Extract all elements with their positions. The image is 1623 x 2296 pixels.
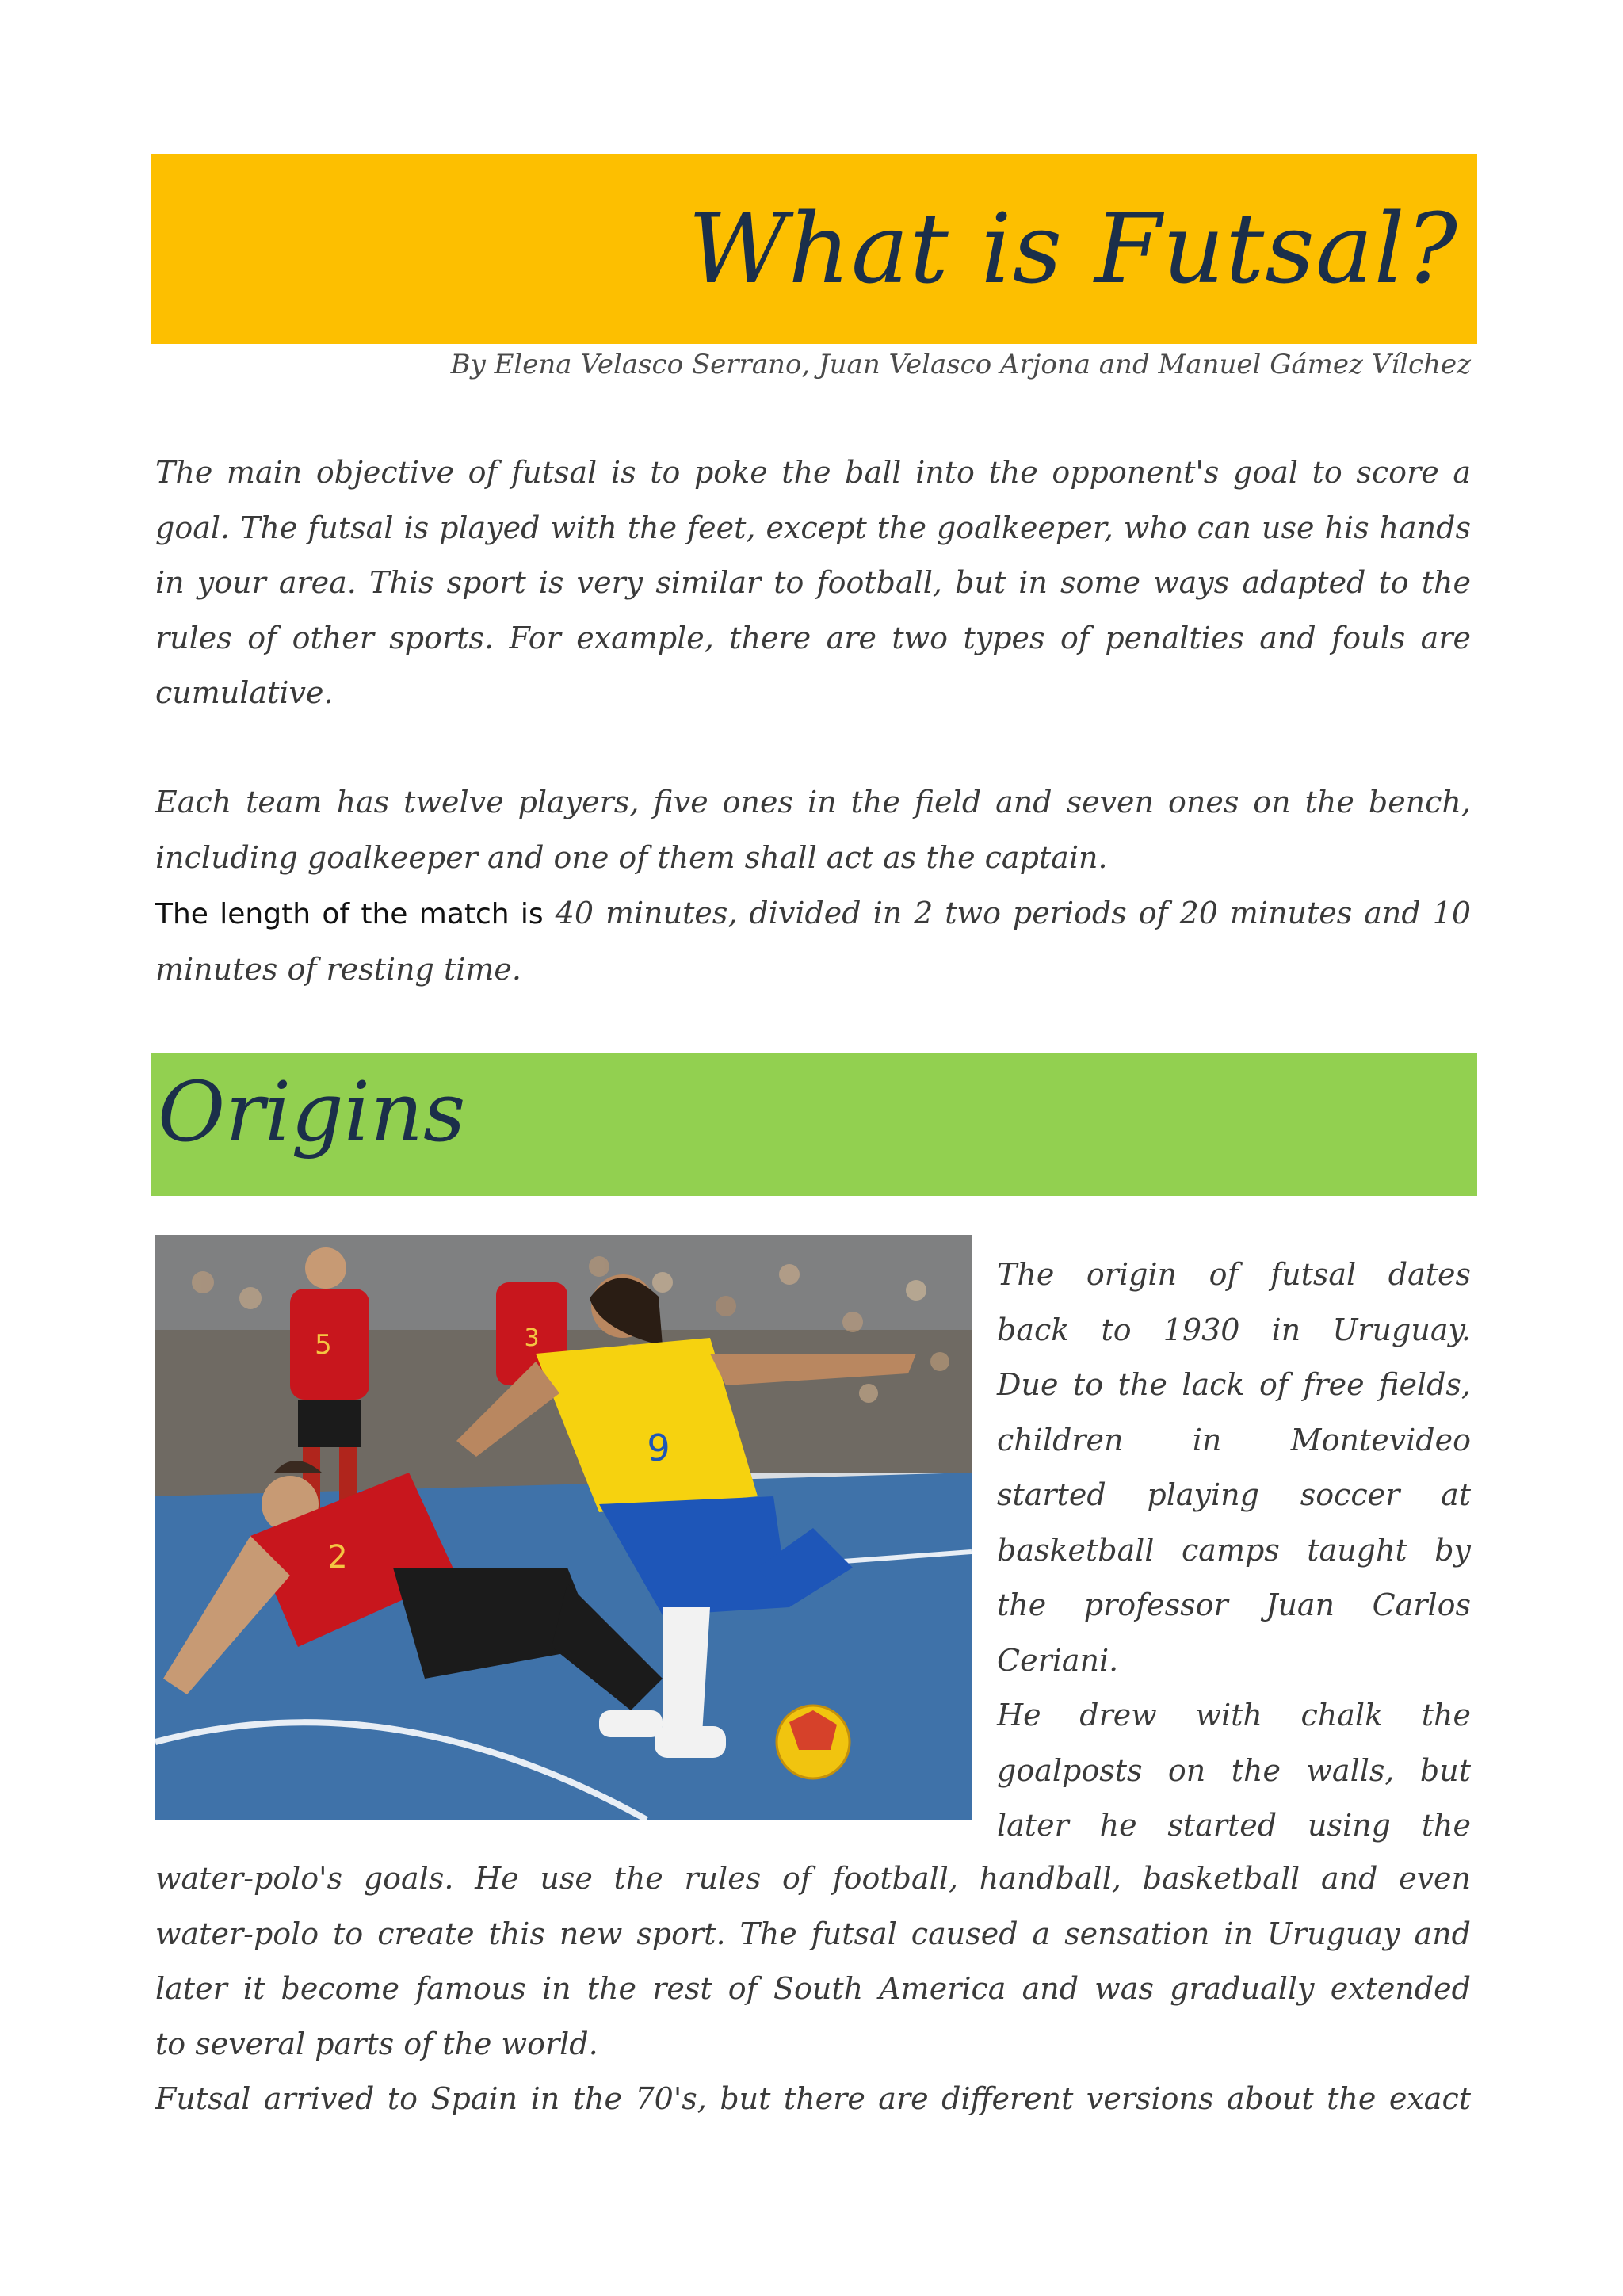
origins-side-line: basketball camps taught by — [997, 1532, 1471, 1568]
origins-side-text — [997, 1247, 1471, 1854]
photo-ball — [777, 1706, 850, 1778]
futsal-photo-illustration — [155, 1235, 972, 1820]
intro-paragraph-players: Each team has twelve players, five ones in the field and seven ones on the bench, including goalkeeper and one of them shall act as the captain. — [155, 785, 1471, 875]
origins-banner — [151, 1053, 1477, 1196]
origins-side-line: Due to the lack of free fields, — [997, 1367, 1471, 1402]
intro-paragraph-match-length — [155, 886, 1471, 997]
origins-continued-line: to several parts of the world. — [155, 2026, 598, 2061]
origins-heading: Origins — [158, 1064, 466, 1160]
origins-side-line: Ceriani. — [997, 1642, 1119, 1678]
photo-jersey-number-3: 3 — [524, 1324, 540, 1352]
origins-continued-line: water-polo to create this new sport. The futsal caused a sensation in Uruguay and — [155, 1916, 1471, 1951]
futsal-match-photo — [155, 1235, 972, 1820]
origins-continued-text — [155, 1851, 1471, 2127]
match-length-rest: 40 minutes, divided in 2 two periods of 20 minutes and 10 minutes of resting time. — [155, 896, 1472, 987]
origins-side-line: later he started using the — [997, 1808, 1471, 1843]
origins-side-line: started playing soccer at — [997, 1477, 1471, 1512]
photo-jersey-number-9: 9 — [647, 1427, 670, 1469]
origins-side-line: The origin of futsal dates — [997, 1257, 1471, 1292]
match-length-lead: The length of the match is — [155, 898, 544, 930]
origins-continued-line: later it become famous in the rest of South America and was gradually extended — [155, 1971, 1471, 2006]
origins-continued-line: Futsal arrived to Spain in the 70's, but there are different versions about the exact — [155, 2081, 1471, 2116]
page-title: What is Futsal? — [688, 193, 1458, 305]
origins-side-line: children in Montevideo — [997, 1422, 1471, 1457]
authors-line: By Elena Velasco Serrano, Juan Velasco Arjona and Manuel Gámez Vílchez — [450, 349, 1471, 380]
intro-paragraph-objective: The main objective of futsal is to poke the ball into the opponent's goal to score a goal. The futsal is played with the feet, except the goalkeeper, who can use his hands in your area. This sport is very similar to football, but in some ways adapted to the rules of other sports. For example, there are two types of penalties and fouls are cumulative. — [155, 455, 1471, 710]
title-banner — [151, 154, 1477, 344]
origins-continued-line: water-polo's goals. He use the rules of football, handball, basketball and even — [155, 1861, 1471, 1896]
origins-side-line: goalposts on the walls, but — [997, 1752, 1471, 1788]
photo-jersey-number-5: 5 — [315, 1329, 332, 1361]
origins-side-line: back to 1930 in Uruguay. — [997, 1312, 1471, 1347]
origins-side-line: the professor Juan Carlos — [997, 1587, 1471, 1622]
origins-side-line: He drew with chalk the — [997, 1698, 1471, 1733]
photo-jersey-number-2: 2 — [327, 1539, 348, 1576]
